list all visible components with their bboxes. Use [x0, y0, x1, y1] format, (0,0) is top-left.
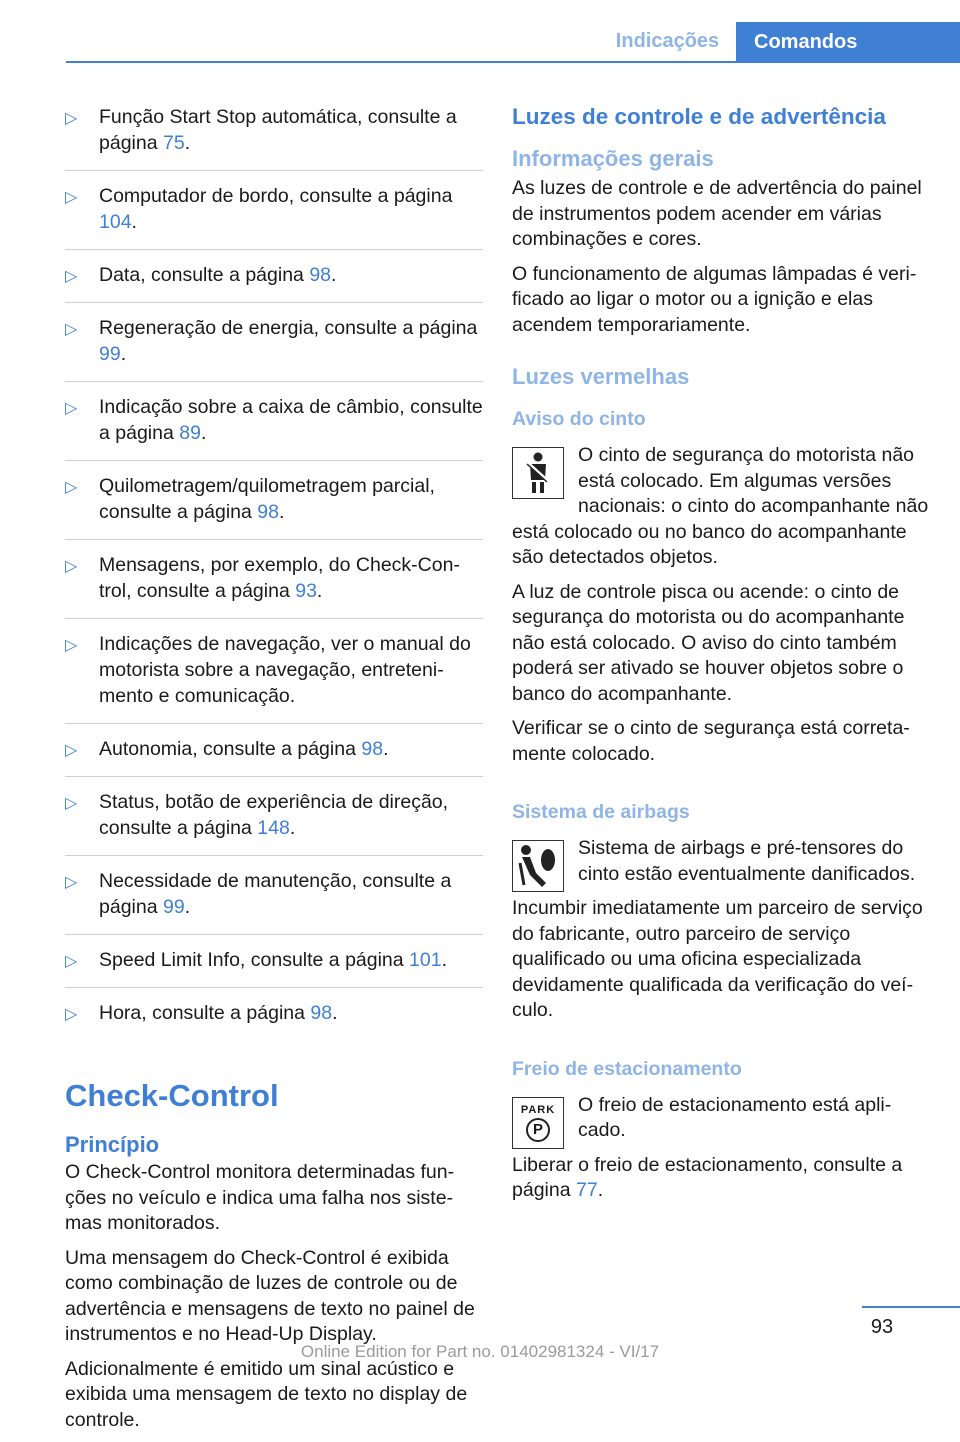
list-item-end: .	[184, 132, 191, 154]
list-item	[65, 868, 483, 935]
list-item-end: .	[316, 580, 323, 602]
triangle-bullet-icon: ▷	[65, 742, 78, 759]
page-link[interactable]: 93	[295, 580, 317, 602]
list-item-text: Autonomia, consulte a página	[99, 738, 362, 760]
list-item-text: Necessidade de manutenção, consulte a página	[99, 870, 452, 918]
list-item	[65, 104, 483, 171]
triangle-bullet-icon: ▷	[65, 479, 78, 496]
list-item	[65, 552, 483, 619]
list-item-end: .	[289, 817, 296, 839]
edition-footer: Online Edition for Part no. 01402981324 - VI/17	[300, 1342, 660, 1361]
page-link[interactable]: 77	[575, 1179, 598, 1201]
page-link[interactable]: 101	[409, 949, 442, 971]
paragraph-end: .	[597, 1179, 604, 1201]
list-item-text: Speed Limit Info, consulte a página	[99, 949, 410, 971]
list-item	[65, 1000, 483, 1040]
paragraph: O freio de estacionamento está aplicado.	[578, 1093, 892, 1141]
triangle-bullet-icon: ▷	[65, 874, 78, 891]
list-item-text: Status, botão de experiência de direção, consulte a página	[99, 791, 449, 839]
page-link[interactable]: 148	[257, 817, 290, 839]
list-item-text: Hora, consulte a página	[99, 1002, 311, 1024]
aviso-cinto-heading: Aviso do cinto	[512, 408, 646, 430]
page-link[interactable]: 75	[162, 132, 185, 154]
list-item-text: Regeneração de energia, consulte a página	[99, 317, 478, 339]
park-label: PARK	[520, 1103, 556, 1116]
luzes-vermelhas-heading: Luzes vermelhas	[512, 364, 690, 389]
triangle-bullet-icon: ▷	[65, 110, 78, 127]
paragraph: A luz de controle pisca ou acende: o cinto de segurança do motorista ou do acompanhante não está colocado. O aviso do cinto também poderá ser ativado se houver objetos sobre o banco do acompanhante.	[512, 580, 905, 705]
header-rule	[66, 61, 960, 63]
list-item	[65, 315, 483, 382]
page-link[interactable]: 104	[99, 211, 132, 233]
airbag-icon	[512, 840, 564, 892]
list-item-text: Quilometragem/quilometragem parcial, consulte a página	[99, 475, 435, 523]
freio-heading: Freio de estacionamento	[512, 1057, 742, 1080]
left-column	[65, 104, 483, 1442]
page-number: 93	[870, 1316, 894, 1338]
list-item-text: Data, consulte a página	[99, 264, 310, 286]
informacoes-gerais-heading: Informações gerais	[512, 146, 714, 171]
triangle-bullet-icon: ▷	[65, 189, 78, 206]
tab-comandos[interactable]: Comandos	[736, 22, 960, 63]
list-item	[65, 736, 483, 777]
list-item	[65, 631, 483, 724]
paragraph: O Check-Control monitora determinadas funções no veículo e indica uma falha nos sistemas monitorados.	[65, 1161, 455, 1234]
list-item-end: .	[332, 1002, 338, 1024]
triangle-bullet-icon: ▷	[65, 1006, 78, 1023]
list-item-text: Computador de bordo, consulte a página	[99, 185, 453, 207]
list-item-end: .	[200, 422, 207, 444]
triangle-bullet-icon: ▷	[65, 558, 78, 575]
check-control-title: Check-Control	[65, 1078, 279, 1113]
seatbelt-icon	[512, 447, 564, 499]
airbags-heading: Sistema de airbags	[512, 801, 690, 823]
list-item-end: .	[441, 949, 448, 971]
triangle-bullet-icon: ▷	[65, 400, 78, 417]
list-item-end: .	[383, 738, 389, 760]
paragraph: As luzes de controle e de advertência do painel de instrumentos podem acender em várias combinações e cores.	[512, 177, 922, 250]
paragraph: Sistema de airbags e pré-tensores do cinto estão eventualmente danificados.	[578, 837, 916, 885]
paragraph: Uma mensagem do Check-Control é exibida como combinação de luzes de controle ou de advertência e mensagens de texto no painel de instrumentos e no Head-Up Display.	[65, 1246, 475, 1345]
triangle-bullet-icon: ▷	[65, 321, 78, 338]
list-item-end: .	[184, 896, 191, 918]
triangle-bullet-icon: ▷	[65, 268, 78, 285]
luzes-title: Luzes de controle e de advertência	[512, 104, 886, 129]
page-link[interactable]: 89	[179, 422, 201, 444]
list-item-end: .	[131, 211, 137, 233]
parking-brake-icon	[512, 1097, 564, 1149]
park-p-symbol: P	[526, 1118, 550, 1142]
page-link[interactable]: 98	[361, 738, 384, 760]
list-item-text: Função Start Stop automática, consulte a página	[99, 106, 457, 154]
footer-rule	[862, 1306, 960, 1308]
paragraph: Verificar se o cinto de segurança está corretamente colocado.	[512, 717, 910, 765]
list-item-text: Mensagens, por exemplo, do Check-Control, consulte a página	[99, 554, 460, 602]
paragraph: Incumbir imediatamente um parceiro de serviço do fabricante, outro parceiro de serviço qualificado ou uma oficina especializada devidamente qualificada da verificação do veículo.	[512, 897, 923, 1021]
page-link[interactable]: 99	[162, 896, 185, 918]
triangle-bullet-icon: ▷	[65, 637, 78, 654]
list-item	[65, 394, 483, 461]
triangle-bullet-icon: ▷	[65, 953, 78, 970]
list-item	[65, 789, 483, 856]
right-column	[512, 104, 932, 1213]
list-item	[65, 183, 483, 250]
list-item-end: .	[331, 264, 337, 286]
page-link[interactable]: 99	[99, 343, 121, 365]
paragraph-text: Liberar o freio de estacionamento, consulte a página	[512, 1153, 903, 1201]
principio-heading: Princípio	[65, 1132, 160, 1157]
list-item-end: .	[279, 501, 285, 523]
list-item	[65, 947, 483, 988]
page-link[interactable]: 98	[310, 1002, 333, 1024]
list-item	[65, 262, 483, 303]
paragraph: O cinto de segurança do motorista não está colocado. Em algumas versões nacionais: o cinto do acompanhante não está colocado ou no banco do acompanhante são detectados objetos.	[512, 444, 929, 568]
list-item	[65, 473, 483, 540]
paragraph	[512, 1153, 932, 1204]
list-item-text: Indicação sobre a caixa de câmbio, consulte a página	[99, 396, 483, 444]
list-item-text: Indicações de navegação, ver o manual do motorista sobre a navegação, entretenimento e comunicação.	[99, 633, 471, 707]
page-link[interactable]: 98	[257, 501, 279, 523]
page-link[interactable]: 98	[309, 264, 332, 286]
paragraph: Adicionalmente é emitido um sinal acústico e exibida uma mensagem de texto no display de controle.	[65, 1357, 468, 1431]
paragraph: O funcionamento de algumas lâmpadas é verificado ao ligar o motor ou a ignição e elas acendem temporariamente.	[512, 262, 917, 336]
triangle-bullet-icon: ▷	[65, 795, 78, 812]
display-items-list	[65, 104, 483, 1040]
tab-indicacoes[interactable]: Indicações	[615, 30, 720, 52]
list-item-end: .	[120, 343, 127, 365]
